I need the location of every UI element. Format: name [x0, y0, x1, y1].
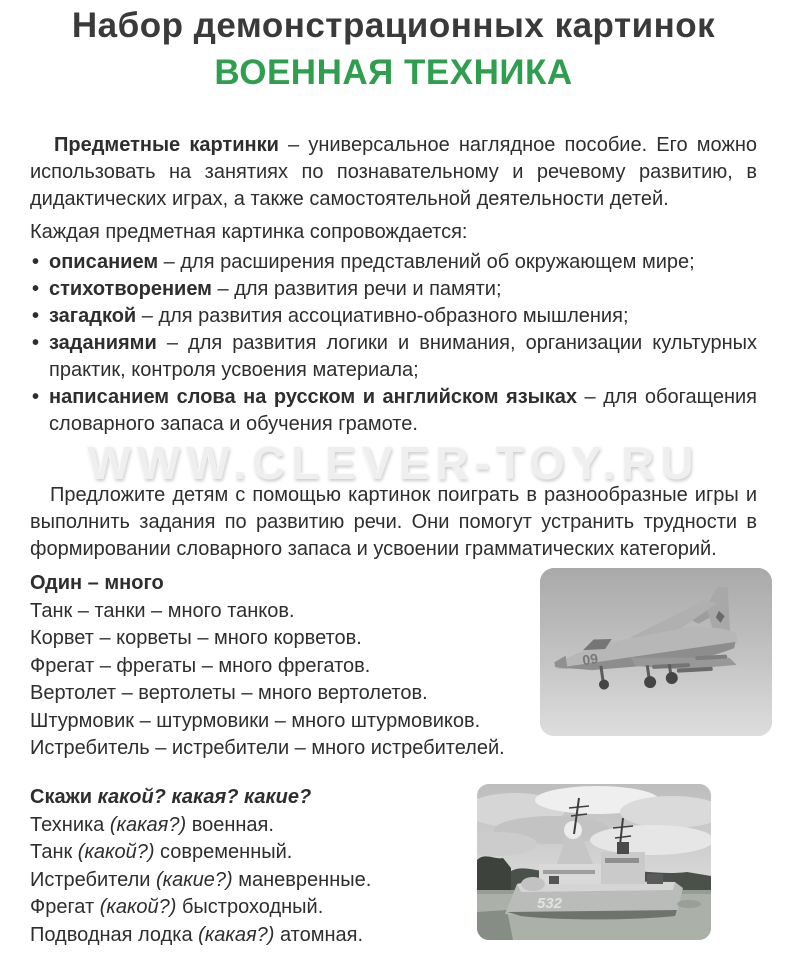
list-item-lead: загадкой	[49, 305, 137, 327]
section-say-what	[30, 784, 475, 949]
section-header-lead: Скажи	[30, 786, 98, 808]
attack-aircraft-photo	[540, 568, 772, 736]
list-item-text: – для расширения представлений об окружающем мире;	[158, 251, 695, 273]
list-item-text: – для развития речи и памяти;	[211, 278, 502, 300]
list-item	[30, 249, 757, 276]
list-item	[30, 384, 757, 438]
word-line: Штурмовик – штурмовики – много штурмовиков.	[30, 709, 481, 732]
list-item	[30, 276, 757, 303]
section-one-many	[30, 570, 535, 763]
intro-text: – универсальное наглядное пособие. Его можно использовать на занятиях по познавательному и речевому развитию, в дидактических играх, а также самостоятельной деятельности детей.	[30, 134, 757, 210]
list-item-text: – для обогащения словарного запаса и обучения грамоте.	[49, 386, 757, 435]
section-header	[30, 784, 475, 812]
word-line: Вертолет – вертолеты – много вертолетов.	[30, 682, 428, 704]
list-item	[30, 330, 757, 384]
list-item-lead: заданиями	[49, 332, 157, 354]
list-item-text: – для развития ассоциативно-образного мышления;	[136, 305, 629, 327]
list-item-lead: стихотворением	[49, 278, 212, 300]
word-line: Корвет – корветы – много корветов.	[30, 627, 362, 649]
list-item	[30, 303, 757, 330]
page-title: Набор демонстрационных картинок	[71, 6, 716, 45]
word-line: Истребители (какие?) маневренные.	[30, 868, 372, 891]
intro-paragraph	[30, 132, 757, 213]
word-line: Фрегат – фрегаты – много фрегатов.	[30, 654, 371, 677]
page-subtitle: ВОЕННАЯ ТЕХНИКА	[214, 53, 573, 92]
aircraft-number: 09	[581, 650, 599, 669]
list-item-lead: описанием	[49, 251, 159, 273]
section-header-italic: какой? какая? какие?	[97, 786, 312, 808]
play-paragraph: Предложите детям с помощью картинок поиграть в разнообразные игры и выполнить задания по развитию речи. Они помогут устранить трудности в формировании словарного запаса и усвоении грамматических категорий.	[30, 484, 757, 560]
word-line: Техника (какая?) военная.	[30, 813, 274, 836]
word-line: Фрегат (какой?) быстроходный.	[30, 896, 324, 918]
feature-list	[30, 249, 757, 438]
ship-hull-number: 532	[537, 895, 563, 912]
word-line: Истребитель – истребители – много истребителей.	[30, 737, 505, 759]
list-intro: Каждая предметная картинка сопровождается:	[30, 221, 468, 243]
list-item-lead: написанием слова на русском и английском языках	[49, 386, 577, 408]
list-item-text: – для развития логики и внимания, организации культурных практик, контроля усвоения материала;	[49, 332, 757, 381]
word-line: Танк – танки – много танков.	[30, 599, 295, 622]
watermark: WWW.CLEVER-TOY.RU	[87, 437, 700, 489]
word-line: Подводная лодка (какая?) атомная.	[30, 923, 364, 946]
intro-lead: Предметные картинки	[54, 134, 279, 156]
warship-photo	[477, 784, 711, 940]
section-header: Один – много	[30, 572, 164, 594]
word-line: Танк (какой?) современный.	[30, 841, 293, 863]
